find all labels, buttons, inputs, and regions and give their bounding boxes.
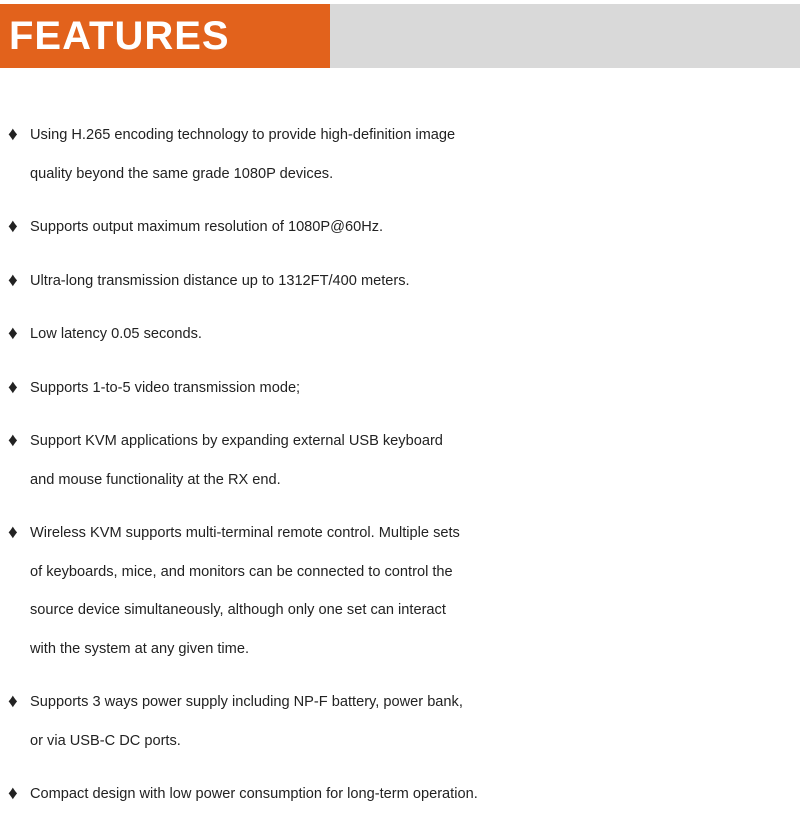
feature-item bbox=[0, 683, 800, 760]
feature-text-line: with the system at any given time. bbox=[30, 640, 249, 657]
feature-text-line: Supports 3 ways power supply including NP-F battery, power bank, bbox=[30, 694, 463, 710]
feature-text-line: Supports 1-to-5 video transmission mode; bbox=[30, 379, 301, 396]
feature-text-line: Low latency 0.05 seconds. bbox=[30, 326, 202, 342]
feature-text-line: Supports output maximum resolution of 1080P@60Hz. bbox=[30, 219, 384, 235]
header-title-tab bbox=[0, 4, 330, 68]
feature-text-line: Using H.265 encoding technology to provide high-definition image bbox=[30, 127, 456, 143]
feature-item bbox=[0, 262, 800, 301]
diamond-bullet-icon: ♦ bbox=[8, 783, 18, 804]
section-header bbox=[0, 4, 800, 68]
feature-text-line: quality beyond the same grade 1080P devices. bbox=[30, 165, 334, 182]
feature-text-line: source device simultaneously, although only one set can interact bbox=[30, 602, 446, 618]
diamond-bullet-icon: ♦ bbox=[8, 376, 18, 398]
feature-item bbox=[0, 116, 800, 193]
diamond-bullet-icon: ♦ bbox=[8, 124, 18, 145]
diamond-bullet-icon: ♦ bbox=[8, 430, 18, 451]
feature-item bbox=[0, 422, 800, 499]
diamond-bullet-icon: ♦ bbox=[8, 691, 18, 712]
diamond-bullet-icon: ♦ bbox=[8, 269, 18, 291]
feature-text-line: or via USB-C DC ports. bbox=[30, 732, 181, 749]
feature-item bbox=[0, 514, 800, 668]
diamond-bullet-icon: ♦ bbox=[8, 323, 18, 344]
feature-item bbox=[0, 208, 800, 247]
feature-text-line: Ultra-long transmission distance up to 1312FT/400 meters. bbox=[30, 272, 410, 289]
page-title: FEATURES bbox=[9, 14, 230, 58]
feature-text-line: Compact design with low power consumption for long-term operation. bbox=[30, 786, 478, 802]
feature-list bbox=[0, 116, 800, 829]
feature-item bbox=[0, 369, 800, 408]
feature-item bbox=[0, 315, 800, 354]
feature-item bbox=[0, 775, 800, 814]
diamond-bullet-icon: ♦ bbox=[8, 216, 18, 237]
feature-text-line: and mouse functionality at the RX end. bbox=[30, 471, 281, 488]
feature-text-line: Support KVM applications by expanding external USB keyboard bbox=[30, 433, 443, 449]
header-divider-bar bbox=[330, 4, 800, 68]
feature-text-line: of keyboards, mice, and monitors can be connected to control the bbox=[30, 563, 453, 580]
feature-text-line: Wireless KVM supports multi-terminal remote control. Multiple sets bbox=[30, 525, 460, 541]
diamond-bullet-icon: ♦ bbox=[8, 522, 18, 543]
